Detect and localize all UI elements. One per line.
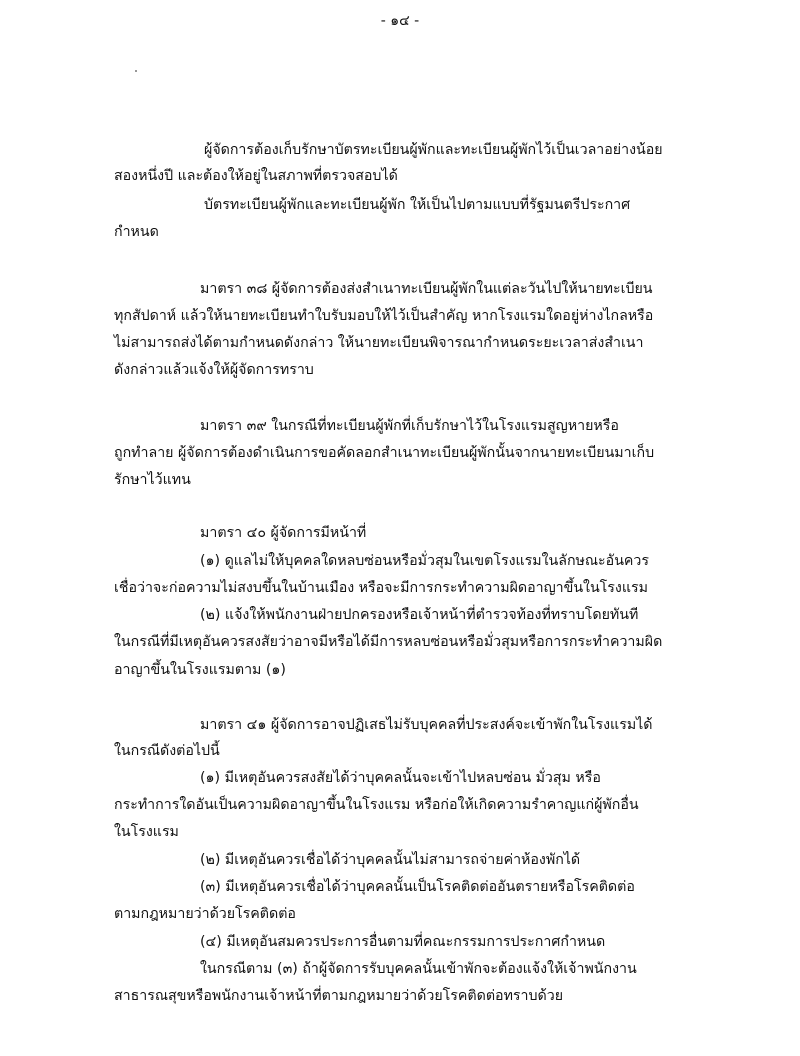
s40-line1: มาตรา ๔๐ ผู้จัดการมีหน้าที่ (200, 525, 367, 541)
s41-line3: (๑) มีเหตุอันควรสงสัยได้ว่าบุคคลนั้นจะเข้าไปหลบซ่อน มั่วสุม หรือ (200, 770, 601, 786)
s40-line5: ในกรณีที่มีเหตุอันควรสงสัยว่าอาจมีหรือได้มีการหลบซ่อนหรือมั่วสุมหรือการกระทำความผิด (114, 634, 663, 650)
s38-line3: ไม่สามารถส่งได้ตามกำหนดดังกล่าว ให้นายทะเบียนพิจารณากำหนดระยะเวลาส่งสำเนา (114, 335, 644, 351)
s40-line3: เชื่อว่าจะก่อความไม่สงบขึ้นในบ้านเมือง หรือจะมีการกระทำความผิดอาญาขึ้นในโรงแรม (114, 580, 648, 596)
para1-line1: ผู้จัดการต้องเก็บรักษาบัตรทะเบียนผู้พักและทะเบียนผู้พักไว้เป็นเวลาอย่างน้อย (204, 142, 663, 158)
s40-line4: (๒) แจ้งให้พนักงานฝ่ายปกครองหรือเจ้าหน้าที่ตำรวจท้องที่ทราบโดยทันที (200, 607, 639, 623)
s41-line8: ตามกฎหมายว่าด้วยโรคติดต่อ (114, 906, 296, 922)
s41-line4: กระทำการใดอันเป็นความผิดอาญาขึ้นในโรงแรม หรือก่อให้เกิดความรำคาญแก่ผู้พักอื่น (114, 797, 639, 813)
s39-line2: ถูกทำลาย ผู้จัดการต้องดำเนินการขอคัดลอกสำเนาทะเบียนผู้พักนั้นจากนายทะเบียนมาเก็บ (114, 445, 655, 461)
s41-line5: ในโรงแรม (114, 824, 179, 840)
s41-line9: (๔) มีเหตุอันสมควรประการอื่นตามที่คณะกรรมการประกาศกำหนด (200, 934, 606, 950)
s38-line4: ดังกล่าวแล้วแจ้งให้ผู้จัดการทราบ (114, 362, 314, 378)
page-number: - ๑๔ - (380, 13, 420, 29)
para1-line2: สองหนึ่งปี และต้องให้อยู่ในสภาพที่ตรวจสอบได้ (114, 168, 398, 184)
para2-line1: บัตรทะเบียนผู้พักและทะเบียนผู้พัก ให้เป็นไปตามแบบที่รัฐมนตรีประกาศ (204, 197, 631, 213)
s38-line1: มาตรา ๓๘ ผู้จัดการต้องส่งสำเนาทะเบียนผู้พักในแต่ละวันไปให้นายทะเบียน (200, 281, 653, 297)
s41-line10: ในกรณีตาม (๓) ถ้าผู้จัดการรับบุคคลนั้นเข้าพักจะต้องแจ้งให้เจ้าพนักงาน (200, 961, 637, 977)
s41-line6: (๒) มีเหตุอันควรเชื่อได้ว่าบุคคลนั้นไม่สามารถจ่ายค่าห้องพักได้ (200, 852, 581, 868)
s41-line7: (๓) มีเหตุอันควรเชื่อได้ว่าบุคคลนั้นเป็นโรคติดต่ออันตรายหรือโรคติดต่อ (200, 879, 635, 895)
speck (135, 70, 137, 72)
s40-line2: (๑) ดูแลไม่ให้บุคคลใดหลบซ่อนหรือมั่วสุมในเขตโรงแรมในลักษณะอันควร (200, 553, 649, 569)
s39-line3: รักษาไว้แทน (114, 472, 191, 488)
para2-line2: กำหนด (114, 224, 159, 240)
s39-line1: มาตรา ๓๙ ในกรณีที่ทะเบียนผู้พักที่เก็บรักษาไว้ในโรงแรมสูญหายหรือ (200, 418, 619, 434)
s40-line6: อาญาขึ้นในโรงแรมตาม (๑) (114, 662, 286, 678)
s41-line2: ในกรณีดังต่อไปนี้ (114, 743, 220, 759)
s41-line11: สาธารณสุขหรือพนักงานเจ้าหน้าที่ตามกฎหมายว่าด้วยโรคติดต่อทราบด้วย (114, 988, 564, 1004)
s41-line1: มาตรา ๔๑ ผู้จัดการอาจปฏิเสธไม่รับบุคคลที่ประสงค์จะเข้าพักในโรงแรมได้ (200, 717, 653, 733)
s38-line2: ทุกสัปดาห์ แล้วให้นายทะเบียนทำใบรับมอบให้ไว้เป็นสำคัญ หากโรงแรมใดอยู่ห่างไกลหรือ (114, 308, 654, 324)
